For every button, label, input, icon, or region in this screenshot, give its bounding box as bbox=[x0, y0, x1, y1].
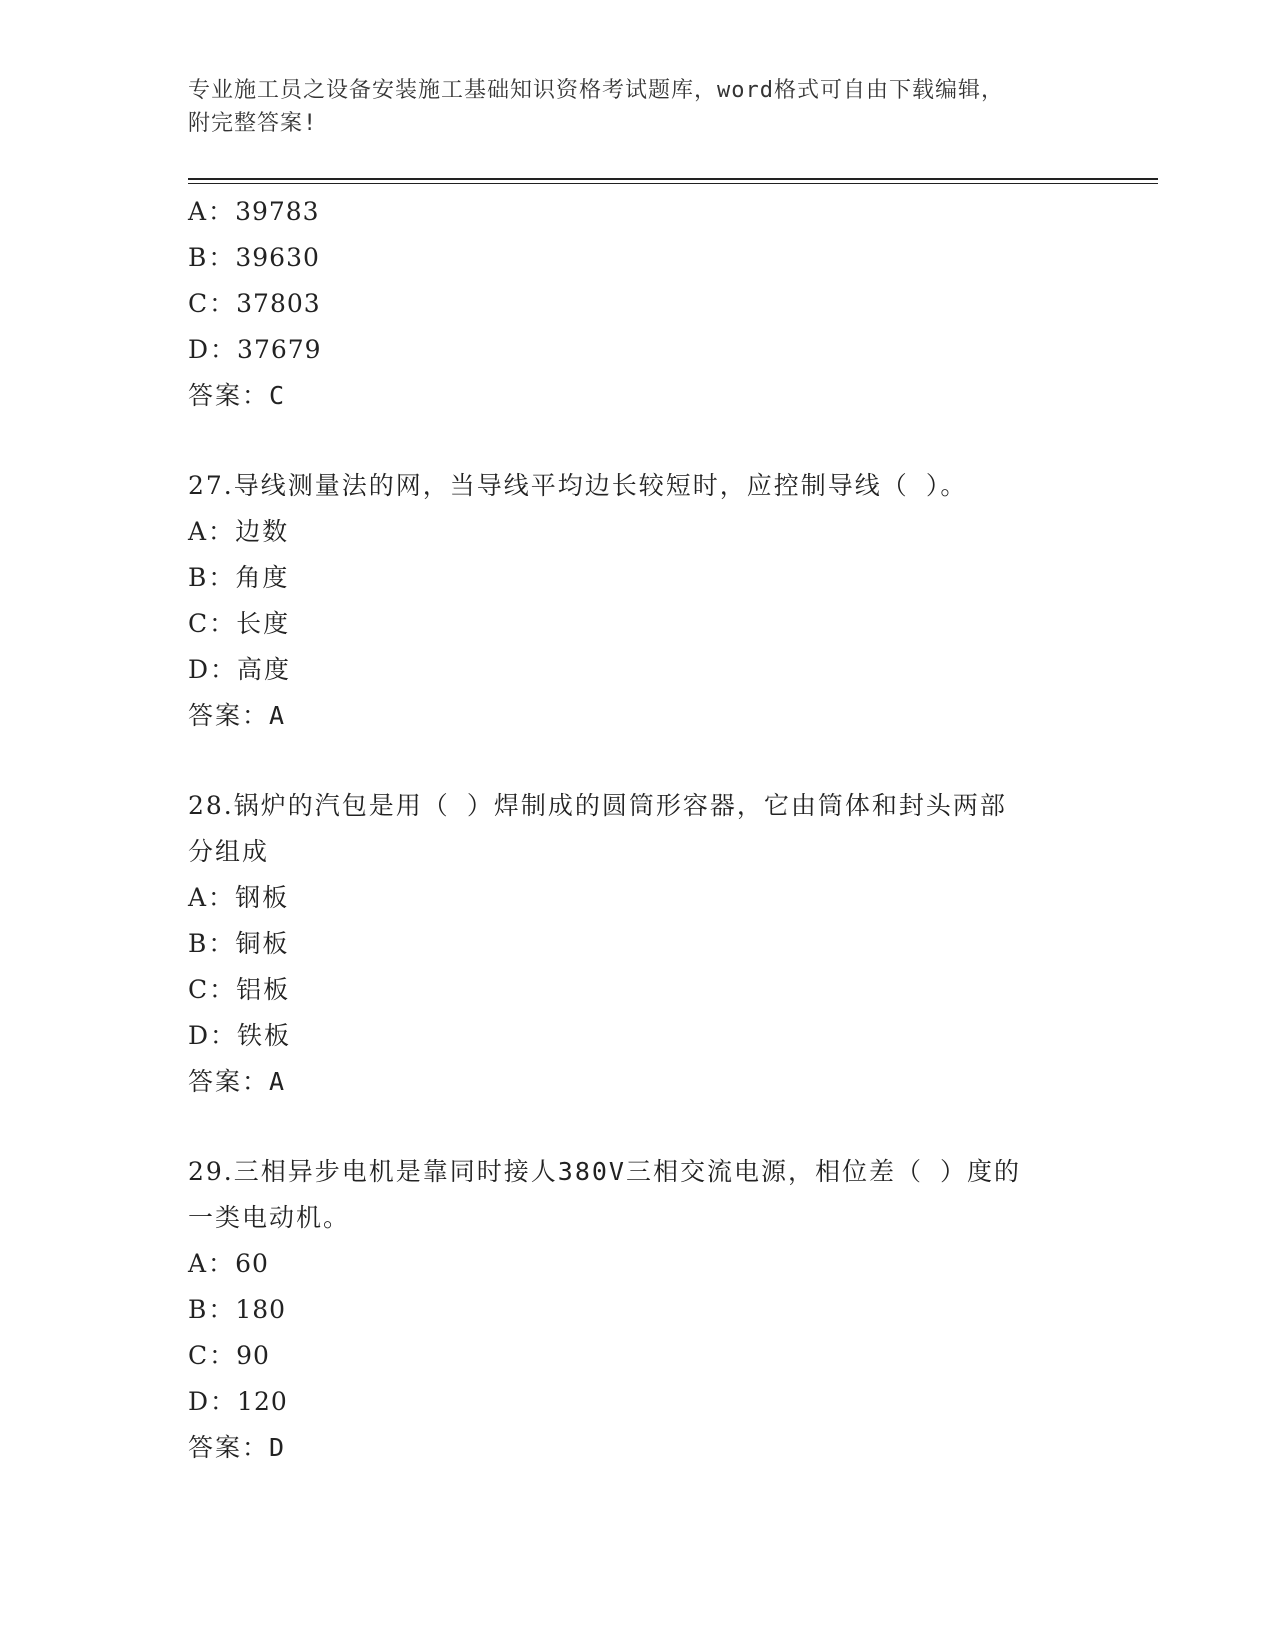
option-a: A：60 bbox=[188, 1249, 269, 1278]
option-b: B：180 bbox=[188, 1295, 287, 1324]
option-d: D：铁板 bbox=[188, 1021, 292, 1050]
question-number: 28. bbox=[188, 791, 234, 820]
question-content bbox=[188, 189, 1088, 1471]
option-d: D：37679 bbox=[188, 335, 322, 364]
question-text: 锅炉的汽包是用（ ）焊制成的圆筒形容器，它由筒体和封头两部 bbox=[233, 791, 1007, 820]
option-d: D：120 bbox=[188, 1387, 288, 1416]
question-number: 29. bbox=[188, 1157, 234, 1186]
option-b: B：角度 bbox=[188, 563, 290, 592]
answer-line: 答案：C bbox=[188, 381, 287, 410]
answer-line: 答案：D bbox=[188, 1433, 287, 1462]
option-c: C：长度 bbox=[188, 609, 291, 638]
option-b: B：铜板 bbox=[188, 929, 290, 958]
option-a: A：39783 bbox=[188, 197, 320, 226]
document-header bbox=[188, 74, 1088, 140]
question-stem-continued: 一类电动机。 bbox=[188, 1203, 351, 1232]
option-b: B：39630 bbox=[188, 243, 320, 272]
question-stem bbox=[188, 1149, 1088, 1195]
question-number: 27. bbox=[188, 471, 234, 500]
question-stem bbox=[188, 463, 1088, 509]
header-divider-thick bbox=[188, 178, 1158, 180]
question-27-block bbox=[188, 463, 1088, 739]
question-text: 导线测量法的网，当导线平均边长较短时，应控制导线（ ）。 bbox=[233, 471, 968, 500]
answer-line: 答案：A bbox=[188, 701, 287, 730]
header-line-1: 专业施工员之设备安装施工基础知识资格考试题库，word格式可自由下载编辑， bbox=[188, 78, 1004, 103]
prev-question-block bbox=[188, 189, 1088, 419]
question-28-block bbox=[188, 783, 1088, 1105]
question-stem-continued: 分组成 bbox=[188, 837, 270, 866]
header-line-2: 附完整答案! bbox=[188, 111, 318, 136]
answer-line: 答案：A bbox=[188, 1067, 287, 1096]
spacer bbox=[188, 419, 1088, 463]
spacer bbox=[188, 1105, 1088, 1149]
option-c: C：90 bbox=[188, 1341, 270, 1370]
option-a: A：边数 bbox=[188, 517, 290, 546]
question-29-block bbox=[188, 1149, 1088, 1471]
header-divider-thin bbox=[188, 183, 1158, 184]
option-c: C：铝板 bbox=[188, 975, 291, 1004]
option-a: A：钢板 bbox=[188, 883, 290, 912]
question-stem bbox=[188, 783, 1088, 829]
option-d: D：高度 bbox=[188, 655, 292, 684]
question-text: 三相异步电机是靠同时接人380V三相交流电源，相位差（ ）度的 bbox=[233, 1157, 1022, 1186]
option-c: C：37803 bbox=[188, 289, 321, 318]
spacer bbox=[188, 739, 1088, 783]
